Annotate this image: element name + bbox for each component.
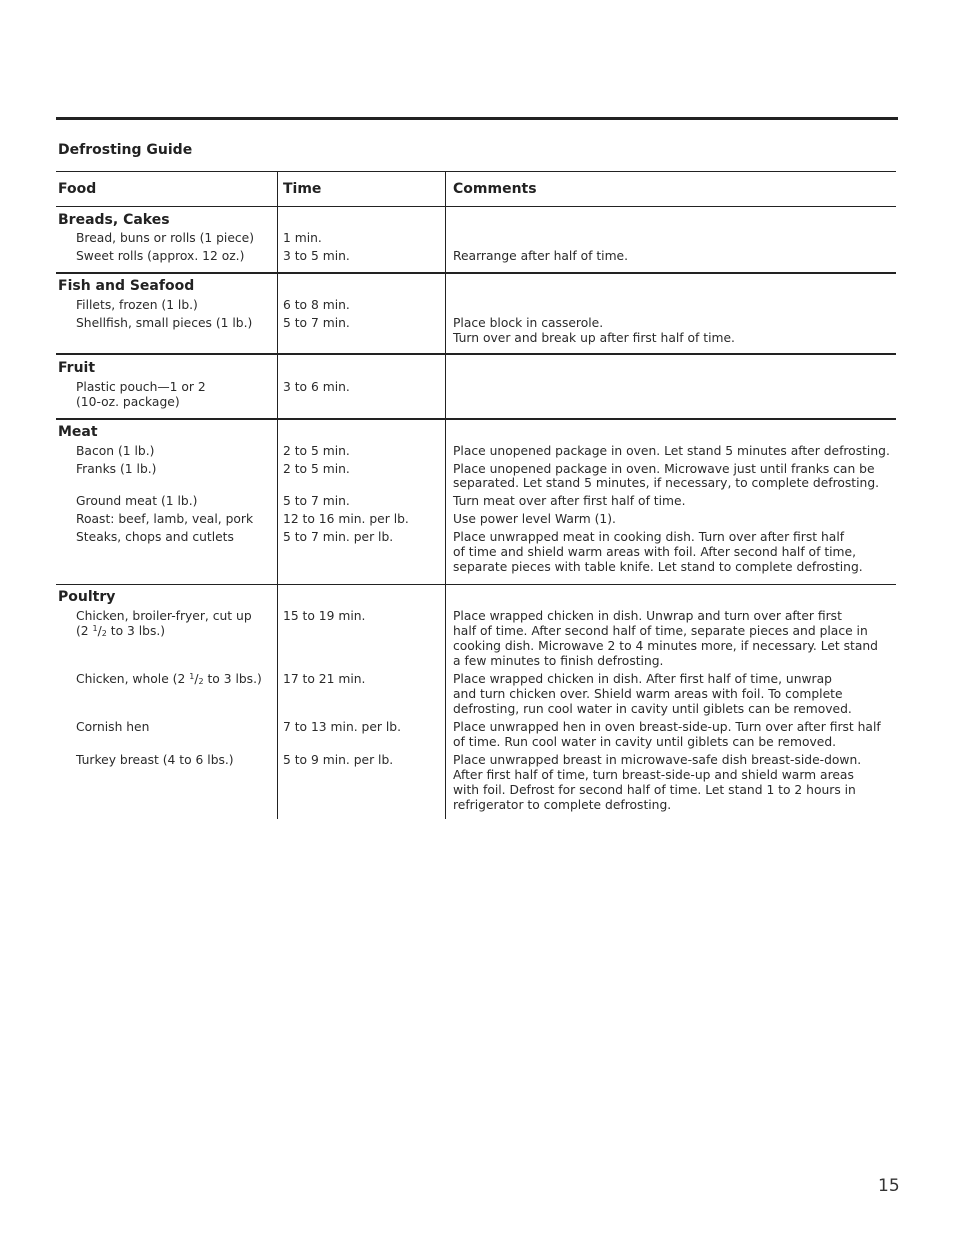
- time-cell: 7 to 13 min. per lb.: [283, 720, 402, 734]
- table-top-rule: [56, 171, 896, 172]
- section-divider: [56, 584, 896, 585]
- category-title: Fish and Seafood: [58, 278, 195, 294]
- time-cell: 6 to 8 min.: [283, 298, 350, 312]
- food-cell: Roast: beef, lamb, veal, pork: [76, 512, 254, 526]
- comment-cell: Place unwrapped meat in cooking dish. Turn over after first half: [453, 530, 845, 544]
- time-cell: 3 to 5 min.: [283, 249, 350, 263]
- food-cell: Chicken, broiler-fryer, cut up: [76, 609, 252, 623]
- header-comments: Comments: [453, 181, 537, 197]
- time-cell: 3 to 6 min.: [283, 380, 350, 394]
- time-cell: 2 to 5 min.: [283, 462, 350, 476]
- comment-cell: Place unwrapped breast in microwave-safe dish breast-side-down.: [453, 753, 862, 767]
- comment-cell: and turn chicken over. Shield warm areas with foil. To complete: [453, 687, 843, 701]
- food-cell: Sweet rolls (approx. 12 oz.): [76, 249, 245, 263]
- food-cell: (2 $^1/_2$ to 3 lbs.): [76, 624, 166, 638]
- food-cell: Cornish hen: [76, 720, 150, 734]
- food-cell: Bread, buns or rolls (1 piece): [76, 231, 255, 245]
- comment-cell: half of time. After second half of time, separate pieces and place in: [453, 624, 868, 638]
- comment-cell: Place unopened package in oven. Let stand 5 minutes after defrosting.: [453, 444, 890, 458]
- food-cell: Turkey breast (4 to 6 lbs.): [76, 753, 234, 767]
- comment-cell: defrosting, run cool water in cavity until giblets can be removed.: [453, 702, 852, 716]
- section-divider: [56, 353, 896, 355]
- comment-cell: Turn over and break up after first half of time.: [453, 331, 735, 345]
- food-cell: Plastic pouch—1 or 2: [76, 380, 206, 394]
- food-cell: Bacon (1 lb.): [76, 444, 155, 458]
- comment-cell: separate pieces with table knife. Let stand to complete defrosting.: [453, 560, 863, 574]
- header-bottom-rule: [56, 206, 896, 207]
- category-title: Poultry: [58, 589, 116, 605]
- food-cell: Franks (1 lb.): [76, 462, 157, 476]
- food-cell: Chicken, whole (2 $^1/_2$ to 3 lbs.): [76, 672, 262, 686]
- comment-cell: Rearrange after half of time.: [453, 249, 629, 263]
- food-cell: Shellfish, small pieces (1 lb.): [76, 316, 253, 330]
- page-number: 15: [878, 1176, 900, 1196]
- category-title: Fruit: [58, 360, 96, 376]
- comment-cell: a few minutes to finish defrosting.: [453, 654, 664, 668]
- category-title: Breads, Cakes: [58, 212, 170, 228]
- time-cell: 5 to 7 min. per lb.: [283, 530, 394, 544]
- time-cell: 12 to 16 min. per lb.: [283, 512, 409, 526]
- time-cell: 1 min.: [283, 231, 322, 245]
- header-food: Food: [58, 181, 97, 197]
- header-time: Time: [283, 181, 322, 197]
- time-cell: 5 to 9 min. per lb.: [283, 753, 394, 767]
- column-divider: [277, 171, 278, 819]
- comment-cell: Place block in casserole.: [453, 316, 604, 330]
- comment-cell: Place wrapped chicken in dish. Unwrap and turn over after first: [453, 609, 842, 623]
- section-divider: [56, 272, 896, 274]
- category-title: Meat: [58, 424, 98, 440]
- column-divider: [445, 171, 446, 819]
- comment-cell: refrigerator to complete defrosting.: [453, 798, 672, 812]
- comment-cell: with foil. Defrost for second half of time. Let stand 1 to 2 hours in: [453, 783, 856, 797]
- comment-cell: of time and shield warm areas with foil. After second half of time,: [453, 545, 857, 559]
- comment-cell: Place wrapped chicken in dish. After first half of time, unwrap: [453, 672, 832, 686]
- comment-cell: separated. Let stand 5 minutes, if necessary, to complete defrosting.: [453, 476, 880, 490]
- food-cell: Steaks, chops and cutlets: [76, 530, 234, 544]
- food-cell: Ground meat (1 lb.): [76, 494, 198, 508]
- time-cell: 2 to 5 min.: [283, 444, 350, 458]
- comment-cell: cooking dish. Microwave 2 to 4 minutes more, if necessary. Let stand: [453, 639, 878, 653]
- guide-title: Defrosting Guide: [58, 142, 193, 158]
- comment-cell: Turn meat over after first half of time.: [453, 494, 686, 508]
- comment-cell: Place unwrapped hen in oven breast-side-up. Turn over after first half: [453, 720, 881, 734]
- comment-cell: of time. Run cool water in cavity until giblets can be removed.: [453, 735, 837, 749]
- comment-cell: Use power level Warm (1).: [453, 512, 616, 526]
- comment-cell: Place unopened package in oven. Microwave just until franks can be: [453, 462, 875, 476]
- time-cell: 15 to 19 min.: [283, 609, 366, 623]
- top-rule: [56, 117, 898, 120]
- time-cell: 5 to 7 min.: [283, 316, 350, 330]
- food-cell: Fillets, frozen (1 lb.): [76, 298, 198, 312]
- time-cell: 17 to 21 min.: [283, 672, 366, 686]
- comment-cell: After first half of time, turn breast-side-up and shield warm areas: [453, 768, 854, 782]
- section-divider: [56, 418, 896, 420]
- food-cell: (10-oz. package): [76, 395, 180, 409]
- time-cell: 5 to 7 min.: [283, 494, 350, 508]
